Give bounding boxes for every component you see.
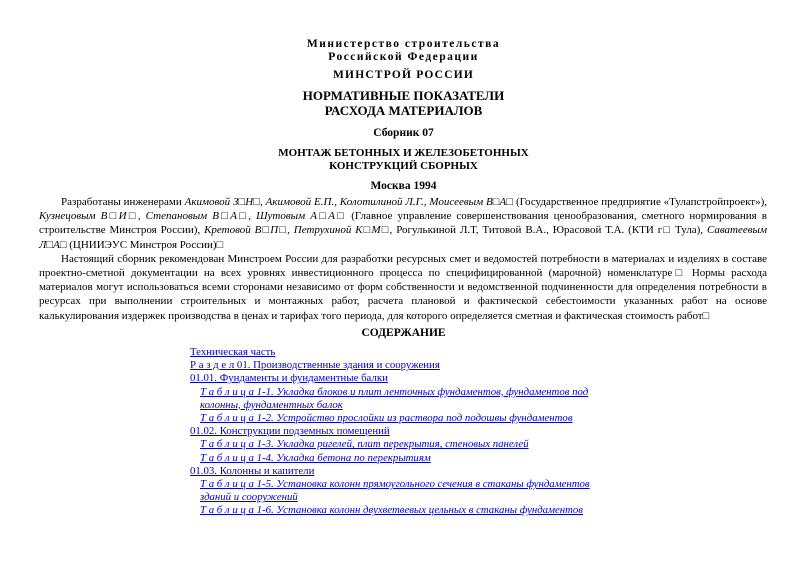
minstroy-label: МИНСТРОЙ РОССИИ (333, 69, 474, 81)
ministry-line-1: Министерство строительства (306, 38, 501, 50)
toc-section-link[interactable]: Техническая часть (190, 346, 276, 358)
toc-table-link[interactable]: Т а б л и ц а 1-3. Укладка ригелей, плит перекрытия, стеновых панелей (200, 438, 529, 451)
toc-section-link[interactable]: Р а з д е л 01. Производственные здания и сооружения (190, 359, 440, 372)
ministry-name (0, 38, 807, 64)
author-names: Кузнецовым В□И□, Степановым В□А□, Шутовым А□А□ (39, 210, 347, 223)
title-line-2: РАСХОДА МАТЕРИАЛОВ (324, 103, 483, 118)
author-names: Акимовой З□Н□, Акимовой Е.П., Колотилиной Л.Г., Моисеевым В□А□ (184, 196, 514, 208)
subtitle-line-2: КОНСТРУКЦИЙ СБОРНЫХ (329, 159, 478, 172)
document-title (0, 88, 807, 118)
author-names: Кретовой В□П□, Петрухиной К□М□ (204, 224, 390, 237)
toc-section-link[interactable]: 01.03. Колонны и капители (190, 464, 315, 477)
subtitle-line-1: МОНТАЖ БЕТОННЫХ И ЖЕЛЕЗОБЕТОННЫХ (278, 147, 529, 159)
toc-section-link[interactable]: 01.02. Конструкции подземных помещений (190, 425, 390, 438)
author-organization: (Главное управление совершенствования ценообразования, сметного нормирования в строительстве Минстроя России), (39, 210, 767, 237)
purpose-paragraph: Настоящий сборник рекомендован Минстроем России для разработки ресурсных смет и ведомостей потребности в материалах и изделиях в составе проектно-сметной документации на всех уровнях инвестиционного процесса по специфицированной (марочной) номенклатуре□ Нормы расхода материалов могут использоваться всеми сторонами независимо от форм собственности и ведомственной подчиненности для определения потребности в ресурсах при выполнении строительных и монтажных работ, расчета плановой и фактической себестоимости указанных работ на основе калькулирования издержек производства в ценах и тарифах того периода, для которого определяется сметная и фактическая стоимость работ□ (39, 252, 767, 322)
document-body (39, 195, 767, 323)
author-organization: Разработаны инженерами (61, 196, 185, 208)
toc-table-link[interactable]: Т а б л и ц а 1-1. Укладка блоков и плит ленточных фундаментов, фундаментов под колонны, фундаментных балок (200, 385, 589, 411)
city-year: Москва 1994 (370, 180, 437, 192)
toc-table-link[interactable]: Т а б л и ц а 1-2. Устройство прослойки из раствора под подошвы фундаментов (200, 412, 573, 425)
toc-table-link[interactable]: Т а б л и ц а 1-5. Установка колонн прямоугольного сечения в стаканы фундаментов зданий и сооружений (200, 478, 590, 504)
collection-number: Сборник 07 (373, 127, 434, 139)
author-names: Саватеевым Л□А□ (39, 224, 768, 251)
toc-table-link[interactable]: Т а б л и ц а 1-4. Укладка бетона по перекрытиям (200, 451, 431, 464)
table-of-contents (190, 346, 600, 518)
toc-table-link[interactable]: Т а б л и ц а 1-6. Установка колонн двухветвевых цельных в стаканы фундаментов (200, 504, 583, 517)
authors-paragraph (39, 195, 767, 252)
author-organization: (Государственное предприятие «Тулапстройпроект»), (513, 196, 768, 208)
toc-heading: СОДЕРЖАНИЕ (361, 327, 446, 339)
author-organization: , Рогулькиной Л.Т, Титовой В.А., Юрасовой Т.А. (КТИ г□ Тула), (389, 224, 707, 237)
toc-section-link[interactable]: 01.01. Фундаменты и фундаментные балки (190, 372, 388, 385)
document-subtitle (0, 147, 807, 172)
author-organization: (ЦНИИЭУС Минстроя России)□ (66, 238, 224, 251)
ministry-line-2: Российской Федерации (328, 51, 479, 63)
title-line-1: НОРМАТИВНЫЕ ПОКАЗАТЕЛИ (302, 88, 505, 103)
